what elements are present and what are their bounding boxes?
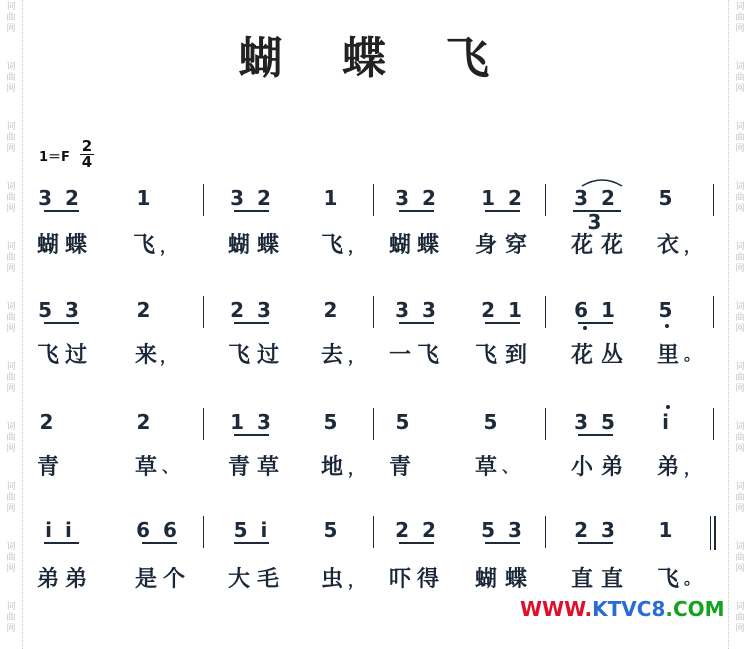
time-signature: [80, 139, 94, 170]
note-group: 1: [323, 186, 341, 210]
bar-line: [373, 516, 374, 548]
note-group: 2: [39, 410, 57, 434]
note-group: 2 2: [395, 518, 439, 542]
lyric-char: 弟: [64, 567, 87, 592]
note-group: 3 2: [38, 186, 82, 210]
watermark-www: WWW.: [520, 597, 593, 621]
lyric-char: 蝶: [64, 233, 87, 258]
side-watermark-char: 词: [6, 422, 16, 432]
side-watermark-char: 词: [735, 122, 745, 132]
side-watermark-char: 词: [6, 62, 16, 72]
lyric-char: 去: [320, 343, 343, 368]
lyric-char: 小: [570, 455, 593, 480]
side-watermark-char: 曲: [735, 433, 745, 443]
lyric-punct: ，: [348, 237, 365, 256]
side-watermark-char: 曲: [6, 433, 16, 443]
side-watermark-char: 网: [6, 504, 16, 514]
bar-line: [373, 184, 374, 216]
lyric-punct: ，: [160, 237, 177, 256]
lyric-char: 弟: [36, 567, 59, 592]
lyric-char: 草: [256, 455, 279, 480]
beam-underline: [234, 434, 269, 436]
side-watermark-char: 词: [735, 422, 745, 432]
lyric-char: 草: [134, 455, 157, 480]
side-watermark-char: 词: [6, 482, 16, 492]
side-watermark-char: 词: [735, 62, 745, 72]
side-watermark-char: 网: [735, 564, 745, 574]
lyric-punct: 、: [502, 457, 519, 476]
lyric-char: 弟: [656, 455, 679, 480]
side-watermark-char: 词: [6, 2, 16, 12]
lyric-punct: ，: [684, 237, 701, 256]
lyric-char: 到: [504, 343, 527, 368]
lyric-punct: ，: [348, 459, 365, 478]
side-watermark-char: 网: [735, 264, 745, 274]
lyric-char: 毛: [256, 567, 279, 592]
lyric-char: 个: [162, 567, 185, 592]
final-bar-thick: [714, 516, 716, 550]
lyric-char: 虫: [320, 567, 343, 592]
note-group: 6 6: [136, 518, 180, 542]
lyric-char: 草: [474, 455, 497, 480]
note-group: 5: [658, 298, 676, 322]
beam-underline: [578, 322, 613, 324]
side-watermark-char: 词: [6, 302, 16, 312]
lyric-char: 蝴: [227, 233, 250, 258]
side-watermark-char: 网: [735, 324, 745, 334]
bar-line: [545, 516, 546, 548]
side-watermark-char: 曲: [6, 613, 16, 623]
side-watermark-char: 网: [735, 204, 745, 214]
note-group: 1: [136, 186, 154, 210]
high-octave-dot: [666, 405, 670, 409]
slur-mark: [580, 176, 624, 188]
side-watermark-char: 曲: [6, 493, 16, 503]
lyric-punct: 、: [162, 457, 179, 476]
lyric-char: 青: [36, 455, 59, 480]
beam-underline: [399, 322, 434, 324]
lyric-punct: ，: [160, 347, 177, 366]
lyric-char: 蝶: [416, 233, 439, 258]
side-watermark-char: 曲: [735, 13, 745, 23]
lyric-punct: 。: [684, 345, 701, 364]
lyric-char: 飞: [656, 567, 679, 592]
beam-underline: [578, 434, 613, 436]
side-watermark-char: 词: [735, 482, 745, 492]
lyric-char: 飞: [227, 343, 250, 368]
lyric-char: 花: [600, 233, 623, 258]
side-watermark-char: 网: [735, 144, 745, 154]
lyric-char: 一: [388, 343, 411, 368]
side-watermark-char: 词: [6, 182, 16, 192]
lyric-punct: ，: [348, 347, 365, 366]
beam-underline: [485, 210, 520, 212]
note-group: 5 3: [38, 298, 82, 322]
beam-underline: [485, 322, 520, 324]
note-group: 2 1: [481, 298, 525, 322]
lyric-char: 飞: [474, 343, 497, 368]
lyric-punct: ，: [348, 571, 365, 590]
note-group: 5 3: [481, 518, 525, 542]
side-watermark-char: 曲: [735, 553, 745, 563]
note-group: 3 2: [395, 186, 439, 210]
side-watermark-char: 曲: [735, 73, 745, 83]
lyric-char: 吓: [388, 567, 411, 592]
note-group: 3 5: [574, 410, 618, 434]
note-group: 1 2: [481, 186, 525, 210]
lyric-char: 花: [570, 343, 593, 368]
bar-line: [203, 296, 204, 328]
note-group: 6 1: [574, 298, 618, 322]
beam-underline: [485, 542, 520, 544]
beam-underline: [578, 542, 613, 544]
lyric-char: 大: [227, 567, 250, 592]
bar-line: [203, 516, 204, 548]
side-watermark-char: 词: [735, 602, 745, 612]
beam-underline: [142, 542, 177, 544]
lyric-char: 地: [320, 455, 343, 480]
lyric-char: 蝴: [474, 567, 497, 592]
side-watermark-char: 曲: [6, 133, 16, 143]
side-watermark-char: 网: [735, 384, 745, 394]
lyric-char: 直: [570, 567, 593, 592]
lyric-char: 里: [656, 343, 679, 368]
left-margin-line: [22, 0, 23, 649]
side-watermark-char: 网: [6, 144, 16, 154]
note-group: 1: [658, 518, 676, 542]
lyric-char: 过: [64, 343, 87, 368]
lyric-char: 来: [134, 343, 157, 368]
note-group: 3 2 3: [574, 186, 618, 234]
lyric-char: 弟: [600, 455, 623, 480]
lyric-char: 过: [256, 343, 279, 368]
side-watermark-char: 词: [735, 542, 745, 552]
lyric-char: 飞: [320, 233, 343, 258]
note-group: 5 i: [233, 518, 271, 542]
side-watermark-char: 词: [6, 602, 16, 612]
side-watermark-char: 网: [6, 564, 16, 574]
side-watermark-char: 网: [6, 204, 16, 214]
bar-line: [373, 408, 374, 440]
side-watermark-char: 曲: [6, 553, 16, 563]
lyric-punct: ，: [684, 459, 701, 478]
lyric-char: 蝶: [256, 233, 279, 258]
bar-line: [203, 408, 204, 440]
beam-underline: [44, 210, 79, 212]
bar-line: [713, 296, 714, 328]
lyric-char: 是: [134, 567, 157, 592]
low-octave-dot: [583, 326, 587, 330]
side-watermark-char: 词: [735, 242, 745, 252]
side-watermark-char: 词: [6, 542, 16, 552]
lyric-char: 飞: [416, 343, 439, 368]
lyric-char: 青: [227, 455, 250, 480]
key-signature: 1＝F: [39, 150, 70, 165]
time-signature-top: 2: [81, 137, 93, 155]
lyric-char: 飞: [36, 343, 59, 368]
bar-line: [713, 408, 714, 440]
bar-line: [545, 408, 546, 440]
side-watermark-char: 网: [6, 324, 16, 334]
lyric-char: 花: [570, 233, 593, 258]
side-watermark-char: 曲: [735, 373, 745, 383]
beam-underline: [573, 210, 621, 212]
side-watermark-char: 曲: [6, 313, 16, 323]
side-watermark-char: 词: [6, 362, 16, 372]
beam-underline: [399, 210, 434, 212]
note-group: 2 3: [230, 298, 274, 322]
lyric-char: 蝴: [36, 233, 59, 258]
lyric-char: 丛: [600, 343, 623, 368]
side-watermark-char: 词: [735, 182, 745, 192]
side-watermark-char: 曲: [6, 13, 16, 23]
beam-underline: [44, 322, 79, 324]
note-group: 2: [136, 410, 154, 434]
side-watermark-char: 网: [6, 624, 16, 634]
song-title: 蝴 蝶 飞: [238, 33, 512, 84]
note-group: 5: [395, 410, 413, 434]
low-octave-dot: [665, 324, 669, 328]
beam-underline: [399, 542, 434, 544]
note-group: 5: [483, 410, 501, 434]
side-watermark-char: 网: [6, 24, 16, 34]
side-watermark-char: 词: [735, 362, 745, 372]
side-watermark-char: 网: [735, 504, 745, 514]
side-watermark-char: 词: [735, 302, 745, 312]
lyric-punct: 。: [684, 569, 701, 588]
note-group: 2: [136, 298, 154, 322]
beam-underline: [234, 322, 269, 324]
final-bar-thin: [710, 516, 711, 550]
side-watermark-char: 曲: [6, 73, 16, 83]
lyric-char: 穿: [504, 233, 527, 258]
note-group: i i: [45, 518, 75, 542]
beam-underline: [44, 542, 79, 544]
side-watermark-char: 词: [735, 2, 745, 12]
note-group: 3 3: [395, 298, 439, 322]
side-watermark-char: 网: [735, 624, 745, 634]
note-group: i: [662, 410, 672, 434]
side-watermark-char: 网: [735, 84, 745, 94]
right-margin-line: [728, 0, 729, 649]
side-watermark-char: 曲: [735, 313, 745, 323]
lyric-char: 衣: [656, 233, 679, 258]
note-group: 2: [323, 298, 341, 322]
side-watermark-char: 曲: [735, 253, 745, 263]
side-watermark-char: 曲: [735, 193, 745, 203]
note-group: 2 3: [574, 518, 618, 542]
beam-underline: [234, 210, 269, 212]
side-watermark-char: 曲: [735, 493, 745, 503]
lyric-char: 飞: [132, 233, 155, 258]
lyric-char: 直: [600, 567, 623, 592]
side-watermark-char: 曲: [735, 133, 745, 143]
time-signature-bottom: 4: [81, 153, 93, 171]
side-watermark-char: 网: [735, 444, 745, 454]
note-group: 5: [323, 518, 341, 542]
lyric-char: 得: [416, 567, 439, 592]
beam-underline: [234, 542, 269, 544]
lyric-char: 蝶: [504, 567, 527, 592]
side-watermark-char: 网: [6, 444, 16, 454]
bar-line: [545, 296, 546, 328]
side-watermark-char: 曲: [6, 253, 16, 263]
watermark-domain: KTVC8: [592, 597, 666, 621]
bar-line: [713, 184, 714, 216]
lyric-char: 青: [388, 455, 411, 480]
bar-line: [545, 184, 546, 216]
note-group: 5: [658, 186, 676, 210]
site-watermark: [520, 597, 725, 621]
side-watermark-char: 曲: [6, 193, 16, 203]
note-group: 1 3: [230, 410, 274, 434]
bar-line: [203, 184, 204, 216]
note-group: 5: [323, 410, 341, 434]
side-watermark-char: 曲: [6, 373, 16, 383]
side-watermark-char: 网: [735, 24, 745, 34]
side-watermark-char: 网: [6, 84, 16, 94]
bar-line: [373, 296, 374, 328]
watermark-tld: .COM: [665, 597, 725, 621]
side-watermark-char: 词: [6, 122, 16, 132]
side-watermark-char: 网: [6, 384, 16, 394]
note-group: 3 2: [230, 186, 274, 210]
side-watermark-char: 网: [6, 264, 16, 274]
side-watermark-char: 词: [6, 242, 16, 252]
side-watermark-char: 曲: [735, 613, 745, 623]
lyric-char: 蝴: [388, 233, 411, 258]
lyric-char: 身: [474, 233, 497, 258]
